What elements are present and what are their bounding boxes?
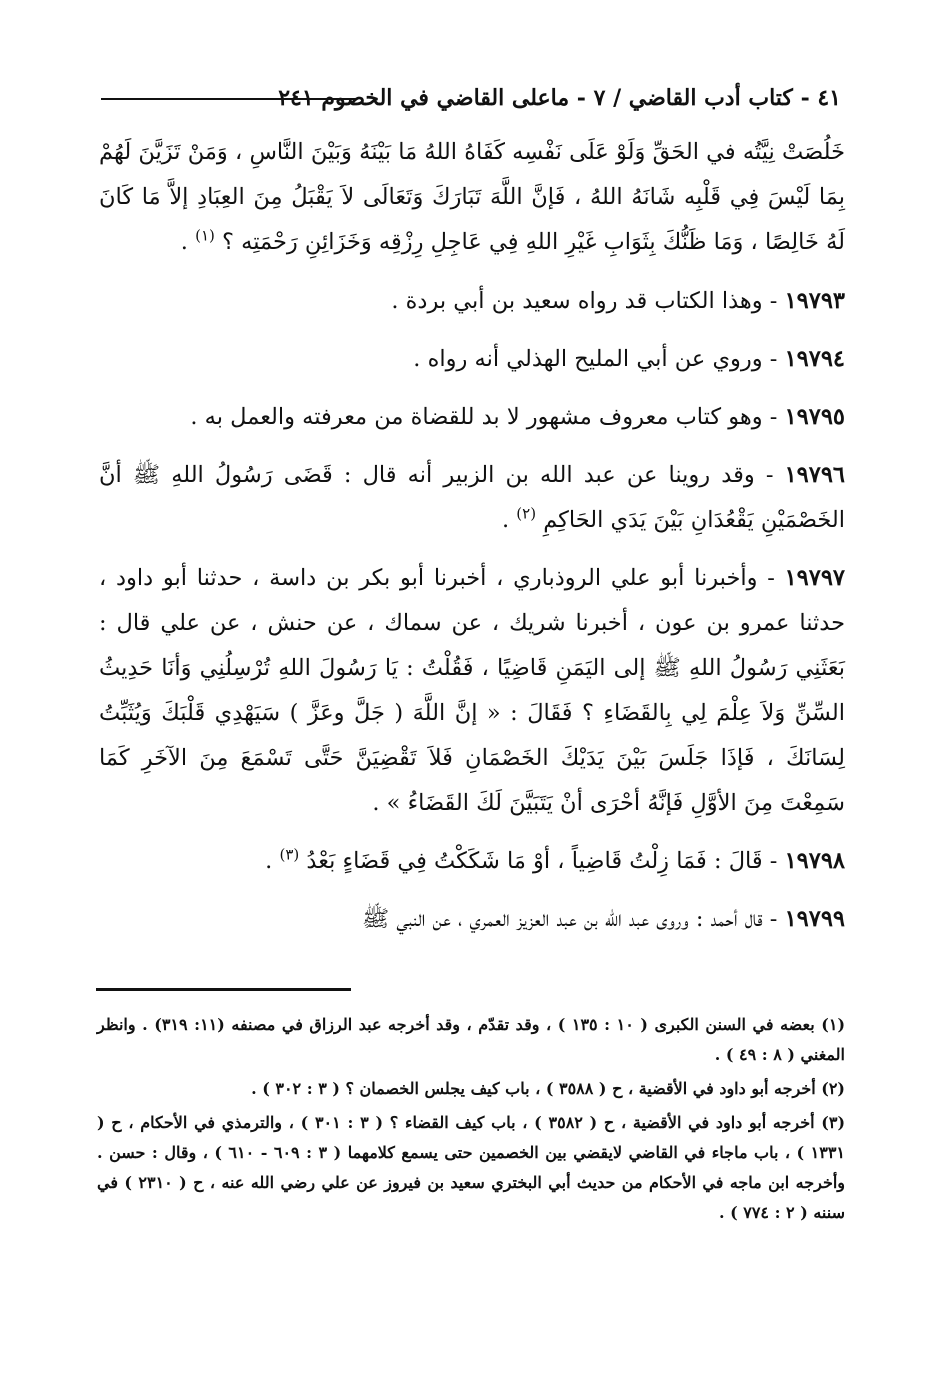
paragraph-text: - وقد روينا عن عبد الله بن الزبير أنه قال : قَضَى رَسُولُ اللهِ ﷺ أنَّ الخَصْمَيْنِ يَقْعُدَانِ بَيْنَ يَدَي الحَاكِمِ xyxy=(99,462,845,533)
paragraph-19797 xyxy=(99,556,845,826)
paragraph-19796 xyxy=(99,453,845,543)
footnote-ref: (٢) xyxy=(516,504,537,523)
paragraph-number: ١٩٧٩٨ xyxy=(784,848,845,874)
footnotes xyxy=(97,1010,845,1232)
paragraph-19799 xyxy=(99,897,845,942)
running-header xyxy=(101,78,841,118)
paragraph-end: . xyxy=(265,848,280,874)
paragraph-19798 xyxy=(99,839,845,884)
paragraph-19794 xyxy=(99,337,845,382)
paragraph-number: ١٩٧٩٦ xyxy=(784,462,845,488)
paragraph-19793 xyxy=(99,279,845,324)
paragraph-text: - قَالَ : فَمَا زِلْتُ قَاضِياً ، أوْ مَا شَكَكْتُ فِي قَضَاءٍ بَعْدُ xyxy=(306,848,785,874)
footnote-rule xyxy=(96,988,351,991)
paragraph-number: ١٩٧٩٩ xyxy=(784,906,845,932)
paragraph-end: . xyxy=(501,507,517,533)
paragraph-text: - وهذا الكتاب قد رواه سعيد بن أبي بردة . xyxy=(391,288,785,314)
paragraph-19795 xyxy=(99,395,845,440)
footnote-3: (٣) أخرجه أبو داود في الأقضية ، ح ( ٣٥٨٢ ) ، باب كيف القضاء ؟ ( ٣ : ٣٠١ ) ، والترمذي في الأحكام ، ح ( ١٣٣١ ) ، باب ماجاء في القاضي لايقضي بين الخصمين حتى يسمع كلامهما ( ٣ : ٦٠٩ - ٦١٠ ) ، وقال : حسن . وأخرجه ابن ماجه في الأحكام من حديث أبي البختري سعيد بن فيروز عن علي رضي الله عنه ، ح ( ٢٣١٠ ) في سننه ( ٢ : ٧٧٤ ) . xyxy=(97,1113,846,1222)
main-text xyxy=(99,130,845,955)
paragraph-number: ١٩٧٩٤ xyxy=(784,346,845,372)
footnote-ref: (٣) xyxy=(279,845,300,864)
paragraph-number: ١٩٧٩٥ xyxy=(784,404,845,430)
paragraph-text: خَلُصَتْ نِيَّتُه في الحَقِّ وَلَوْ عَلَى نَفْسِه كَفَاهُ اللهُ مَا بَيْنَهُ وَبَيْنَ النَّاسِ ، وَمَنْ تَزَيَّنَ لَهُمْ بِمَا لَيْسَ فِي قَلْبِه شَانَهُ اللهُ ، فَإنَّ اللَّهَ تَبَارَكَ وَتَعَالَى لاَ يَقْبَلُ مِنَ العِبَادِ إلاَّ مَا كَانَ لَهُ خَالِصًا ، وَمَا ظَنُّكَ بِثَوَابِ غَيْرِ اللهِ فِي عَاجِلِ رِزْقِه وَخَزَائِنِ رَحْمَتِه ؟ xyxy=(99,139,845,255)
paragraph-number: ١٩٧٩٧ xyxy=(784,565,845,591)
paragraph-text: - وروي عن أبي المليح الهذلي أنه رواه . xyxy=(413,346,785,372)
paragraph-continuation xyxy=(99,130,845,265)
paragraph-text: - وهو كتاب معروف مشهور لا بد للقضاة من معرفته والعمل به . xyxy=(190,404,785,430)
paragraph-text: - قال أحمد : وروى عبد الله بن عبد العزيز العمري ، عن النبي ﷺ xyxy=(362,906,785,932)
footnote-1: (١) بعضه في السنن الكبرى ( ١٠ : ١٣٥ ) ، وقد تقدّم ، وقد أخرجه عبد الرزاق في مصنفه (١١: ٣١٩) . وانظر المغني ( ٨ : ٤٩ ) . xyxy=(97,1015,846,1064)
header-title: ٤١ - كتاب أدب القاضي / ٧ - ماعلى القاضي في الخصوم ٢٤١ xyxy=(278,85,841,111)
footnote-2: (٢) أخرجه أبو داود في الأقضية ، ح ( ٣٥٨٨ ) ، باب كيف يجلس الخصمان ؟ ( ٣ : ٣٠٢ ) . xyxy=(251,1079,845,1098)
paragraph-number: ١٩٧٩٣ xyxy=(784,288,845,314)
footnote-ref: (١) xyxy=(195,226,215,245)
header-rule xyxy=(101,98,356,100)
paragraph-end: . xyxy=(180,229,196,255)
paragraph-text: - وأخبرنا أبو علي الروذباري ، أخبرنا أبو بكر بن داسة ، حدثنا أبو داود ، حدثنا عمرو بن عون ، أخبرنا شريك ، عن سماك ، عن حنش ، عن علي قال : بَعَثَنِي رَسُولُ اللهِ ﷺ إلى اليَمَنِ قَاضِيًا ، فَقُلْتُ : يَا رَسُولَ اللهِ تُرْسِلُنِي وَأنَا حَدِيثُ السِّنِّ وَلاَ عِلْمَ لِي بِالقَضَاءِ ؟ فَقَالَ : « إنَّ اللَّهَ ( جَلَّ وعَزَّ ) سَيَهْدِي قَلْبَكَ وَيُثَبِّتُ لِسَانَكَ ، فَإذَا جَلَسَ بَيْنَ يَدَيْكَ الخَصْمَانِ فَلاَ تَقْضِيَنَّ حَتَّى تَسْمَعَ مِنَ الآخَرِ كَمَا سَمِعْتَ مِنَ الأوَّلِ فَإنَّهُ أحْرَى أنْ يَتَبَيَّنَ لَكَ القَضَاءُ » . xyxy=(99,565,846,816)
